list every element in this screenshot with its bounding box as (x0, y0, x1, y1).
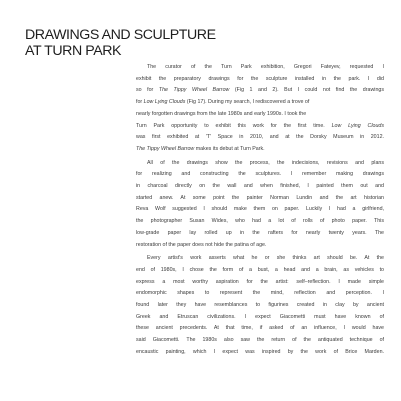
body-line: the photographer Susan Wides, who had a lot of rolls of photo paper. This (136, 218, 384, 225)
body-line: was first exhibited at 'T' Space in 2010, and at the Dorsky Museum in 2012. (136, 134, 384, 141)
body-line: express a most worthy aspiration for the artist: self–reflection. I made simple (136, 278, 384, 285)
body-line: so for The Tippy Wheel Barrow (Fig 1 and 2). But I could not find the drawings (136, 87, 384, 94)
body-line: these ancient precedents. At that time, if asked of an influence, I would have (136, 325, 384, 332)
body-line: Every artist's work asserts what he or she thinks art should be. At the (147, 255, 384, 262)
body-line: All of the drawings show the process, the indecisions, revisions and plans (147, 159, 384, 166)
body-line: endomorphic shapes to represent the mind, reflection and perception. I (136, 290, 384, 297)
body-line: for realizing and constructing the sculptures. I remember making drawings (136, 171, 384, 178)
body-line: in charcoal directly on the wall and when finished, I painted them out and (136, 183, 384, 190)
article-body (136, 62, 384, 359)
body-line: started anew. At some point the painter Norman Lundin and the art historian (136, 194, 384, 201)
body-line: low-grade paper lay rolled up in the rafters for nearly twenty years. The (136, 229, 384, 236)
title-line-1: DRAWINGS AND SCULPTURE (25, 27, 216, 43)
body-line: exhibit the preparatory drawings for the sculpture installed in the park. I did (136, 75, 384, 82)
body-line: nearly forgotten drawings from the late 1980s and early 1990s. I took the (136, 110, 307, 117)
title-line-2: AT TURN PARK (25, 43, 122, 59)
body-line: encaustic painting, which I expect was inspired by the work of Brice Marden. (136, 348, 384, 355)
body-line: Turn Park opportunity to exhibit this work for the first time. Low Lying Clouds (136, 122, 384, 129)
body-line: for Low Lying Clouds (Fig 17). During my search, I rediscovered a trove of (136, 99, 310, 106)
body-line: restoration of the paper does not hide the patina of age. (136, 241, 267, 248)
body-line: Reva Wolf suggested I should make them on paper. Luckily I had a girlfriend, (136, 206, 384, 213)
body-line: said Giacometti. The 1980s also saw the return of the antiquated technique of (136, 337, 384, 344)
body-line: The Tippy Wheel Barrow makes its debut at Turn Park. (136, 145, 265, 152)
body-line: found later they have resemblances to figurines created in clay by ancient (136, 302, 384, 309)
body-line: end of 1980s, I chose the form of a bust, a head and a brain, as vehicles to (136, 266, 384, 273)
body-line: Greek and Etruscan civilizations. I expect Giacometti must have known of (136, 313, 384, 320)
body-line: The curator of the Turn Park exhibition, Gregori Fateyev, requested I (147, 64, 384, 70)
page-title (25, 27, 216, 59)
